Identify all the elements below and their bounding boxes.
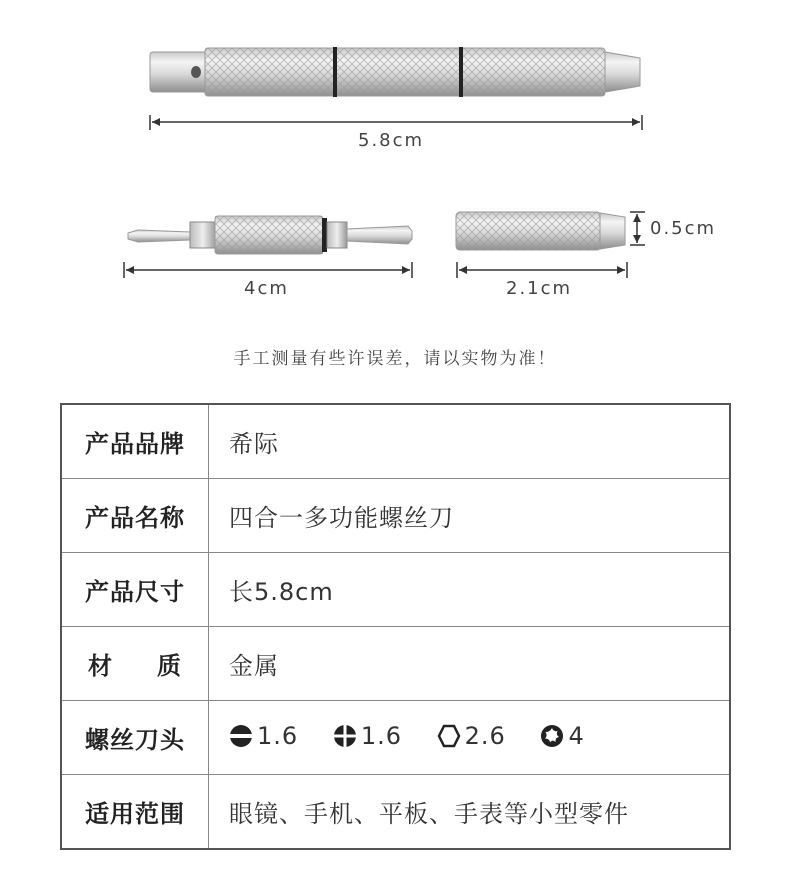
screwdriver-cap <box>456 212 625 250</box>
dimension-label-handle: 4cm <box>244 278 289 299</box>
head-size: 1.6 <box>360 721 402 750</box>
screwdriver-handle <box>128 216 412 254</box>
dimension-cap-length <box>457 262 627 278</box>
table-row <box>61 553 730 627</box>
spec-table <box>60 403 731 850</box>
spec-value-material: 金属 <box>209 627 731 701</box>
spec-value-heads <box>209 701 731 775</box>
spec-label-material <box>61 627 209 701</box>
torx-icon <box>540 724 564 748</box>
head-size: 1.6 <box>257 721 299 750</box>
phillips-icon <box>333 724 357 748</box>
dimension-full-length <box>150 115 642 130</box>
table-row <box>61 479 730 553</box>
table-row <box>61 701 730 775</box>
dimension-label-cap: 2.1cm <box>506 278 573 299</box>
hex-icon <box>437 724 461 748</box>
dimension-handle-length <box>124 262 412 278</box>
table-row <box>61 404 730 479</box>
head-item-phillips <box>333 722 402 750</box>
spec-label-material-char2: 质 <box>157 652 182 680</box>
head-item-torx <box>540 722 584 750</box>
spec-value-name: 四合一多功能螺丝刀 <box>209 479 731 553</box>
spec-value-size: 长5.8cm <box>209 553 731 627</box>
spec-label-material-char1: 材 <box>88 652 113 680</box>
head-size: 4 <box>568 721 585 750</box>
head-item-slotted <box>229 722 298 750</box>
dimension-diameter <box>630 212 645 245</box>
spec-value-brand: 希际 <box>209 404 731 479</box>
head-size: 2.6 <box>464 721 506 750</box>
spec-label-size: 产品尺寸 <box>61 553 209 627</box>
dimension-label-full: 5.8cm <box>358 130 425 151</box>
spec-label-brand: 产品品牌 <box>61 404 209 479</box>
spec-label-name: 产品名称 <box>61 479 209 553</box>
dimension-label-diameter: 0.5cm <box>650 218 717 239</box>
measurement-note: 手工测量有些许误差，请以实物为准！ <box>233 349 557 369</box>
slotted-icon <box>229 724 253 748</box>
table-row <box>61 627 730 701</box>
spec-value-usage: 眼镜、手机、平板、手表等小型零件 <box>209 775 731 850</box>
full-screwdriver <box>150 47 640 97</box>
product-illustration <box>0 0 790 330</box>
table-row <box>61 775 730 850</box>
spec-label-heads: 螺丝刀头 <box>61 701 209 775</box>
spec-label-usage: 适用范围 <box>61 775 209 850</box>
head-item-hex <box>437 722 506 750</box>
